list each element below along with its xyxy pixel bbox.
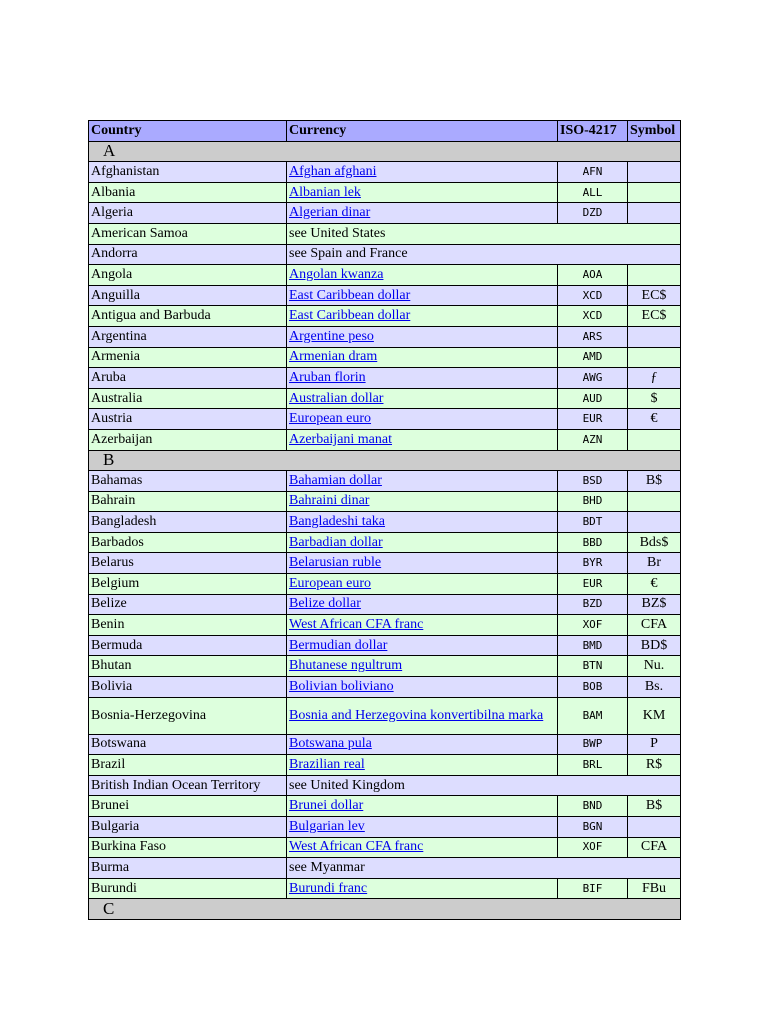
currency-link[interactable]: European euro	[289, 411, 372, 427]
symbol-cell	[628, 429, 681, 450]
iso-code-cell: BYR	[558, 553, 628, 574]
currency-link[interactable]: West African CFA franc	[289, 617, 424, 633]
currency-cell	[287, 512, 558, 533]
header-iso: ISO-4217	[558, 121, 628, 142]
table-row	[89, 755, 681, 776]
symbol-cell: ƒ	[628, 368, 681, 389]
currency-cell	[287, 734, 558, 755]
symbol-cell: Br	[628, 553, 681, 574]
country-cell: Aruba	[89, 368, 287, 389]
country-cell: Angola	[89, 265, 287, 286]
iso-code-cell: XCD	[558, 306, 628, 327]
table-row	[89, 203, 681, 224]
country-cell: Australia	[89, 388, 287, 409]
country-cell: Algeria	[89, 203, 287, 224]
table-row	[89, 553, 681, 574]
symbol-cell: EC$	[628, 285, 681, 306]
table-row	[89, 837, 681, 858]
currency-cell	[287, 796, 558, 817]
iso-code-cell: BDT	[558, 512, 628, 533]
table-row	[89, 734, 681, 755]
currency-cell	[287, 429, 558, 450]
currency-link[interactable]: Bolivian boliviano	[289, 678, 394, 694]
symbol-cell: B$	[628, 796, 681, 817]
currency-cell	[287, 368, 558, 389]
table-row	[89, 512, 681, 533]
letter-section-row	[89, 899, 681, 920]
currency-cell	[287, 265, 558, 286]
currency-link[interactable]: Botswana pula	[289, 736, 372, 752]
country-cell: Brazil	[89, 755, 287, 776]
currency-link[interactable]: Argentine peso	[289, 328, 374, 344]
iso-code-cell: BHD	[558, 491, 628, 512]
table-row	[89, 817, 681, 838]
country-cell: Belize	[89, 594, 287, 615]
country-cell: Burma	[89, 858, 287, 879]
currency-link[interactable]: Bahamian dollar	[289, 472, 382, 488]
section-letter: B	[89, 450, 681, 471]
table-row	[89, 285, 681, 306]
currency-link[interactable]: Albanian lek	[289, 184, 361, 200]
country-cell: Bulgaria	[89, 817, 287, 838]
currency-cell	[287, 532, 558, 553]
symbol-cell: €	[628, 574, 681, 595]
currency-cell	[287, 409, 558, 430]
currency-link[interactable]: Bangladeshi taka	[289, 514, 386, 530]
currency-cell	[287, 182, 558, 203]
iso-code-cell: BGN	[558, 817, 628, 838]
symbol-cell: Bds$	[628, 532, 681, 553]
currency-cell	[287, 574, 558, 595]
country-cell: Austria	[89, 409, 287, 430]
currency-link[interactable]: Afghan afghani	[289, 163, 377, 179]
symbol-cell	[628, 512, 681, 533]
symbol-cell: CFA	[628, 837, 681, 858]
symbol-cell: CFA	[628, 615, 681, 636]
iso-code-cell: XOF	[558, 837, 628, 858]
currency-cell	[287, 677, 558, 698]
symbol-cell: EC$	[628, 306, 681, 327]
currency-cell	[287, 306, 558, 327]
iso-code-cell: BZD	[558, 594, 628, 615]
currency-link[interactable]: Barbadian dollar	[289, 534, 383, 550]
symbol-cell: BZ$	[628, 594, 681, 615]
country-cell: Belgium	[89, 574, 287, 595]
country-cell: British Indian Ocean Territory	[89, 775, 287, 796]
see-reference-cell: see United States	[287, 223, 681, 244]
table-row	[89, 697, 681, 734]
currency-cell	[287, 615, 558, 636]
symbol-cell	[628, 491, 681, 512]
iso-code-cell: BBD	[558, 532, 628, 553]
currency-cell	[287, 162, 558, 183]
currency-link[interactable]: Aruban florin	[289, 369, 366, 385]
currency-table	[88, 120, 681, 920]
currency-cell	[287, 347, 558, 368]
table-row	[89, 615, 681, 636]
country-cell: Bermuda	[89, 635, 287, 656]
currency-cell	[287, 203, 558, 224]
table-body	[89, 141, 681, 919]
iso-code-cell: BRL	[558, 755, 628, 776]
iso-code-cell: AZN	[558, 429, 628, 450]
country-cell: Barbados	[89, 532, 287, 553]
iso-code-cell: EUR	[558, 409, 628, 430]
letter-section-row	[89, 450, 681, 471]
iso-code-cell: AOA	[558, 265, 628, 286]
iso-code-cell: XOF	[558, 615, 628, 636]
iso-code-cell: AFN	[558, 162, 628, 183]
symbol-cell: KM	[628, 697, 681, 734]
country-cell: Andorra	[89, 244, 287, 265]
table-row	[89, 796, 681, 817]
currency-link[interactable]: Belize dollar	[289, 596, 361, 612]
country-cell: Anguilla	[89, 285, 287, 306]
see-reference-cell: see Spain and France	[287, 244, 681, 265]
header-row	[89, 121, 681, 142]
iso-code-cell: AMD	[558, 347, 628, 368]
symbol-cell	[628, 817, 681, 838]
table-row	[89, 471, 681, 492]
iso-code-cell: BSD	[558, 471, 628, 492]
country-cell: Belarus	[89, 553, 287, 574]
country-cell: American Samoa	[89, 223, 287, 244]
symbol-cell	[628, 203, 681, 224]
table-row	[89, 574, 681, 595]
currency-cell	[287, 491, 558, 512]
currency-link[interactable]: Bulgarian lev	[289, 818, 365, 834]
table-row	[89, 656, 681, 677]
iso-code-cell: BWP	[558, 734, 628, 755]
country-cell: Benin	[89, 615, 287, 636]
country-cell: Burundi	[89, 878, 287, 899]
header-currency: Currency	[287, 121, 558, 142]
currency-link[interactable]: Brunei dollar	[289, 798, 364, 814]
symbol-cell: €	[628, 409, 681, 430]
section-letter: A	[89, 141, 681, 162]
currency-cell	[287, 837, 558, 858]
country-cell: Botswana	[89, 734, 287, 755]
iso-code-cell: BIF	[558, 878, 628, 899]
table-row	[89, 775, 681, 796]
table-row	[89, 244, 681, 265]
iso-code-cell: AUD	[558, 388, 628, 409]
iso-code-cell: AWG	[558, 368, 628, 389]
symbol-cell: BD$	[628, 635, 681, 656]
currency-cell	[287, 697, 558, 734]
currency-table-sheet	[88, 120, 680, 920]
header-country: Country	[89, 121, 287, 142]
country-cell: Bolivia	[89, 677, 287, 698]
table-row	[89, 306, 681, 327]
currency-cell	[287, 388, 558, 409]
table-row	[89, 347, 681, 368]
symbol-cell: Bs.	[628, 677, 681, 698]
table-row	[89, 677, 681, 698]
currency-link[interactable]: European euro	[289, 575, 372, 591]
country-cell: Azerbaijan	[89, 429, 287, 450]
iso-code-cell: BAM	[558, 697, 628, 734]
table-row	[89, 265, 681, 286]
table-row	[89, 594, 681, 615]
country-cell: Burkina Faso	[89, 837, 287, 858]
table-row	[89, 182, 681, 203]
currency-link[interactable]: Angolan kwanza	[289, 266, 384, 282]
symbol-cell: $	[628, 388, 681, 409]
symbol-cell: R$	[628, 755, 681, 776]
iso-code-cell: BTN	[558, 656, 628, 677]
section-letter: C	[89, 899, 681, 920]
table-header	[89, 121, 681, 142]
see-reference-cell: see Myanmar	[287, 858, 681, 879]
symbol-cell: FBu	[628, 878, 681, 899]
table-row	[89, 635, 681, 656]
symbol-cell	[628, 162, 681, 183]
currency-link[interactable]: Azerbaijani manat	[289, 431, 393, 447]
table-row	[89, 223, 681, 244]
table-row	[89, 858, 681, 879]
country-cell: Argentina	[89, 326, 287, 347]
table-row	[89, 368, 681, 389]
table-row	[89, 409, 681, 430]
currency-link[interactable]: Bhutanese ngultrum	[289, 658, 403, 674]
country-cell: Bosnia-Herzegovina	[89, 697, 287, 734]
header-symbol: Symbol	[628, 121, 681, 142]
currency-cell	[287, 878, 558, 899]
currency-cell	[287, 635, 558, 656]
country-cell: Antigua and Barbuda	[89, 306, 287, 327]
iso-code-cell: XCD	[558, 285, 628, 306]
currency-link[interactable]: East Caribbean dollar	[289, 287, 411, 303]
symbol-cell: Nu.	[628, 656, 681, 677]
table-row	[89, 429, 681, 450]
table-row	[89, 532, 681, 553]
table-row	[89, 491, 681, 512]
currency-link[interactable]: Bahraini dinar	[289, 493, 370, 509]
iso-code-cell: ARS	[558, 326, 628, 347]
currency-cell	[287, 553, 558, 574]
table-row	[89, 878, 681, 899]
symbol-cell	[628, 265, 681, 286]
currency-link[interactable]: Bosnia and Herzegovina konvertibilna marka	[289, 707, 544, 723]
currency-link[interactable]: Burundi franc	[289, 880, 368, 896]
currency-cell	[287, 656, 558, 677]
iso-code-cell: BMD	[558, 635, 628, 656]
currency-cell	[287, 817, 558, 838]
currency-link[interactable]: Bermudian dollar	[289, 637, 388, 653]
iso-code-cell: EUR	[558, 574, 628, 595]
country-cell: Bahamas	[89, 471, 287, 492]
country-cell: Afghanistan	[89, 162, 287, 183]
country-cell: Armenia	[89, 347, 287, 368]
currency-link[interactable]: Belarusian ruble	[289, 555, 382, 571]
currency-link[interactable]: Algerian dinar	[289, 205, 371, 221]
iso-code-cell: BND	[558, 796, 628, 817]
currency-cell	[287, 285, 558, 306]
iso-code-cell: BOB	[558, 677, 628, 698]
currency-link[interactable]: West African CFA franc	[289, 839, 424, 855]
country-cell: Albania	[89, 182, 287, 203]
see-reference-cell: see United Kingdom	[287, 775, 681, 796]
symbol-cell: B$	[628, 471, 681, 492]
currency-link[interactable]: Brazilian real	[289, 757, 365, 773]
symbol-cell	[628, 326, 681, 347]
country-cell: Brunei	[89, 796, 287, 817]
currency-cell	[287, 755, 558, 776]
country-cell: Bhutan	[89, 656, 287, 677]
table-row	[89, 388, 681, 409]
currency-link[interactable]: Australian dollar	[289, 390, 384, 406]
letter-section-row	[89, 141, 681, 162]
symbol-cell	[628, 182, 681, 203]
currency-link[interactable]: Armenian dram	[289, 349, 378, 365]
currency-link[interactable]: East Caribbean dollar	[289, 308, 411, 324]
table-row	[89, 326, 681, 347]
table-row	[89, 162, 681, 183]
currency-cell	[287, 471, 558, 492]
country-cell: Bahrain	[89, 491, 287, 512]
currency-cell	[287, 326, 558, 347]
symbol-cell	[628, 347, 681, 368]
iso-code-cell: ALL	[558, 182, 628, 203]
symbol-cell: P	[628, 734, 681, 755]
currency-cell	[287, 594, 558, 615]
country-cell: Bangladesh	[89, 512, 287, 533]
iso-code-cell: DZD	[558, 203, 628, 224]
